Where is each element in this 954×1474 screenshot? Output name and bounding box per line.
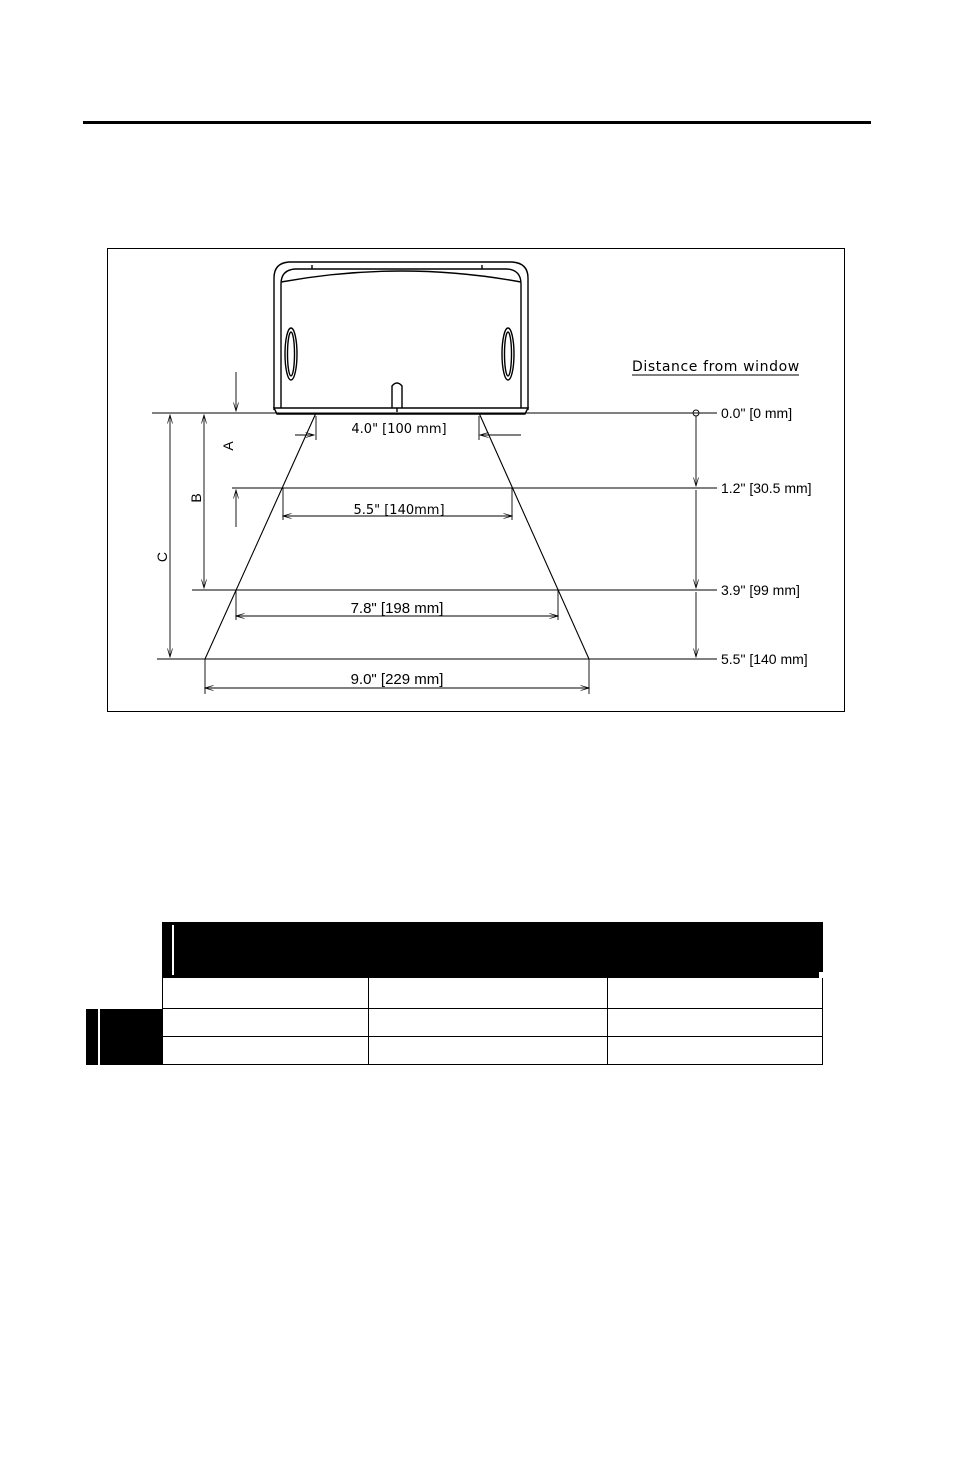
depth-label-2: 3.9" [99 mm] — [720, 581, 800, 598]
table-row-label-1 — [86, 1009, 162, 1037]
width-label-0: 4.0" [100 mm] — [350, 421, 447, 437]
depth-label-0: 0.0" [0 mm] — [720, 404, 792, 421]
width-label-1: 5.5" [140mm] — [352, 502, 445, 518]
range-letter-a: A — [219, 440, 236, 451]
legend-title: Distance from window — [631, 358, 800, 375]
table-cell — [368, 1009, 607, 1036]
top-rule — [83, 121, 871, 124]
depth-label-3: 5.5" [140 mm] — [720, 650, 808, 667]
specs-table — [86, 922, 824, 1065]
width-dimensions — [205, 416, 589, 694]
scan-field-diagram — [107, 248, 845, 712]
column-header-2 — [368, 978, 607, 1008]
depth-reference-lines — [152, 413, 717, 659]
table-cell — [607, 1009, 823, 1036]
table-cell — [607, 1037, 823, 1064]
table-header — [162, 922, 823, 978]
table-row-label-2 — [86, 1037, 162, 1065]
scan-field-outline — [205, 413, 589, 659]
width-label-3: 9.0" [229 mm] — [350, 670, 443, 688]
table-cell — [368, 1037, 607, 1064]
table-column-header-row — [162, 978, 823, 1009]
table-row — [162, 1009, 823, 1037]
column-header-1 — [162, 978, 368, 1008]
scanner-body — [274, 262, 528, 414]
width-label-2: 7.8" [198 mm] — [350, 599, 443, 617]
table-cell — [162, 1009, 368, 1036]
table-row — [162, 1037, 823, 1065]
range-letter-b: B — [187, 492, 204, 503]
range-dimensions — [170, 372, 236, 657]
depth-label-1: 1.2" [30.5 mm] — [720, 479, 812, 496]
table-cell — [162, 1037, 368, 1064]
depth-scale — [693, 410, 699, 657]
range-letter-c: C — [153, 551, 170, 562]
column-header-3 — [607, 978, 823, 1008]
